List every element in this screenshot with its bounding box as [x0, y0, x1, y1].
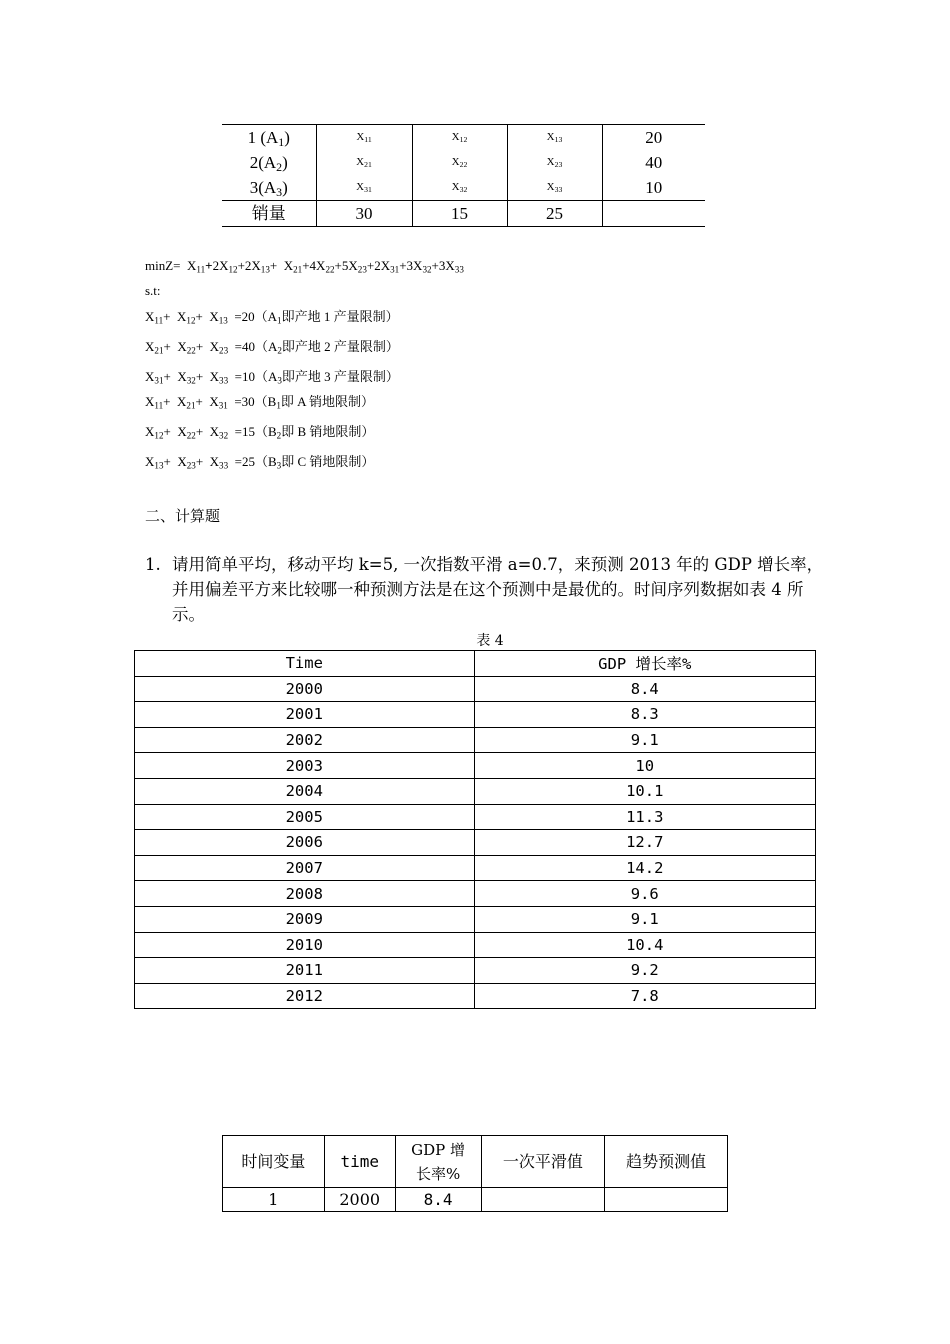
table-row [135, 881, 816, 907]
sales-empty-cell [602, 201, 705, 227]
supply-cell: 40 [602, 150, 705, 175]
table-row [135, 676, 816, 702]
variable-cell: $X_{22}$ [412, 150, 507, 175]
table4-caption: 表 4 [476, 633, 504, 649]
table-row [135, 804, 816, 830]
table-row [135, 753, 816, 779]
supply-cell: 10 [602, 175, 705, 201]
gdp-growth-cell: 10.4 [474, 932, 816, 958]
origin-cell: $3(A_3)$ [249, 178, 288, 199]
table-cell: 2000 [324, 1188, 395, 1212]
variable-cell: $X_{32}$ [412, 175, 507, 201]
transport-row [222, 125, 705, 151]
header-cell: 时间变量 [223, 1136, 325, 1188]
year-cell: 2012 [135, 983, 475, 1009]
table-row [135, 830, 816, 856]
constraint-line: $X_{21}+ X_{22}+ X_{23} =40(A_2$即产地 2 产量限制） [145, 339, 399, 356]
variable-cell: $X_{11}$ [316, 125, 412, 151]
year-cell: 2003 [135, 753, 475, 779]
sales-cell: 30 [316, 201, 412, 227]
table-row [135, 983, 816, 1009]
year-cell: 2007 [135, 855, 475, 881]
table-row [135, 727, 816, 753]
origin-cell: $2(A_2)$ [249, 153, 288, 174]
header-cell: time [324, 1136, 395, 1188]
gdp-growth-cell: 10 [474, 753, 816, 779]
table-row [135, 906, 816, 932]
gdp-growth-cell: 7.8 [474, 983, 816, 1009]
gdp-growth-cell: 11.3 [474, 804, 816, 830]
table-row [135, 702, 816, 728]
table-row [135, 932, 816, 958]
header-cell: 一次平滑值 [481, 1136, 605, 1188]
variable-cell: $X_{23}$ [507, 150, 602, 175]
gdp-growth-cell: 8.3 [474, 702, 816, 728]
gdp-growth-cell: 9.6 [474, 881, 816, 907]
variable-cell: $X_{12}$ [412, 125, 507, 151]
transport-table [222, 124, 705, 227]
forecast-table [222, 1135, 728, 1212]
origin-cell: 1 $(A_1)$ [222, 125, 316, 151]
year-cell: 2000 [135, 676, 475, 702]
constraint-line: $X_{12}+ X_{22}+ X_{32} =15(B_2$即 B 销地限制） [145, 424, 375, 441]
objective-function: $\min Z= X_{11}+2X_{12}+2X_{13}+ X_{21}+4X_{22}+5X_{23}+2X_{31}+3X_{32}+3X_{33}$ [145, 258, 464, 275]
variable-cell: $X_{13}$ [507, 125, 602, 151]
table-cell: 1 [223, 1188, 325, 1212]
constraint-line: $X_{13}+ X_{23}+ X_{33} =25(B_3$即 C 销地限制） [145, 454, 375, 471]
variable-cell: $X_{21}$ [316, 150, 412, 175]
gdp-growth-cell: 14.2 [474, 855, 816, 881]
year-cell: 2011 [135, 958, 475, 984]
year-cell: 2004 [135, 778, 475, 804]
transport-row [222, 150, 705, 175]
table-row [135, 855, 816, 881]
table-cell: 8.4 [395, 1188, 481, 1212]
transport-row [222, 175, 705, 201]
sales-label: 销量 [222, 201, 316, 227]
question-text: 请用简单平均，移动平均 k=5, 一次指数平滑 a=0.7，来预测 2013 年的 GDP 增长率，并用偏差平方来比较哪一种预测方法是在这个预测中是最优的。时间序列数据如表 4 所示。 [172, 555, 824, 624]
table-row [135, 778, 816, 804]
year-cell: 2008 [135, 881, 475, 907]
header-cell: GDP 增长率% [395, 1136, 481, 1188]
year-cell: 2002 [135, 727, 475, 753]
gdp-growth-cell: 9.2 [474, 958, 816, 984]
gdp-growth-cell: 10.1 [474, 778, 816, 804]
constraint-line: $X_{31}+ X_{32}+ X_{33} =10(A_3$即产地 3 产量限制） [145, 369, 399, 386]
year-cell: 2001 [135, 702, 475, 728]
table-row [135, 958, 816, 984]
sales-row [222, 201, 705, 227]
gdp-growth-cell: 12.7 [474, 830, 816, 856]
header-cell: GDP 增长率% [474, 651, 816, 677]
constraint-line: $X_{11}+ X_{12}+ X_{13} =20(A_1$即产地 1 产量限制） [145, 309, 399, 326]
table-cell [605, 1188, 728, 1212]
section-title: 二、计算题 [145, 507, 221, 525]
header-cell: Time [135, 651, 475, 677]
question-number: 1. [145, 555, 161, 574]
subject-to-label: s.t: [145, 283, 161, 298]
variable-cell: $X_{31}$ [316, 175, 412, 201]
gdp-growth-cell: 9.1 [474, 727, 816, 753]
constraint-line: $X_{11}+ X_{21}+ X_{31} =30(B_1$即 A 销地限制） [145, 394, 375, 411]
table-header-row [223, 1136, 728, 1188]
year-cell: 2009 [135, 906, 475, 932]
year-cell: 2005 [135, 804, 475, 830]
question-paragraph [145, 552, 825, 627]
gdp-table [134, 650, 816, 1009]
sales-cell: 25 [507, 201, 602, 227]
gdp-growth-cell: 8.4 [474, 676, 816, 702]
header-cell: 趋势预测值 [605, 1136, 728, 1188]
year-cell: 2006 [135, 830, 475, 856]
supply-cell: 20 [602, 125, 705, 151]
variable-cell: $X_{33}$ [507, 175, 602, 201]
sales-cell: 15 [412, 201, 507, 227]
gdp-growth-cell: 9.1 [474, 906, 816, 932]
table-row [223, 1188, 728, 1212]
year-cell: 2010 [135, 932, 475, 958]
table-header-row [135, 651, 816, 677]
table-cell [481, 1188, 605, 1212]
